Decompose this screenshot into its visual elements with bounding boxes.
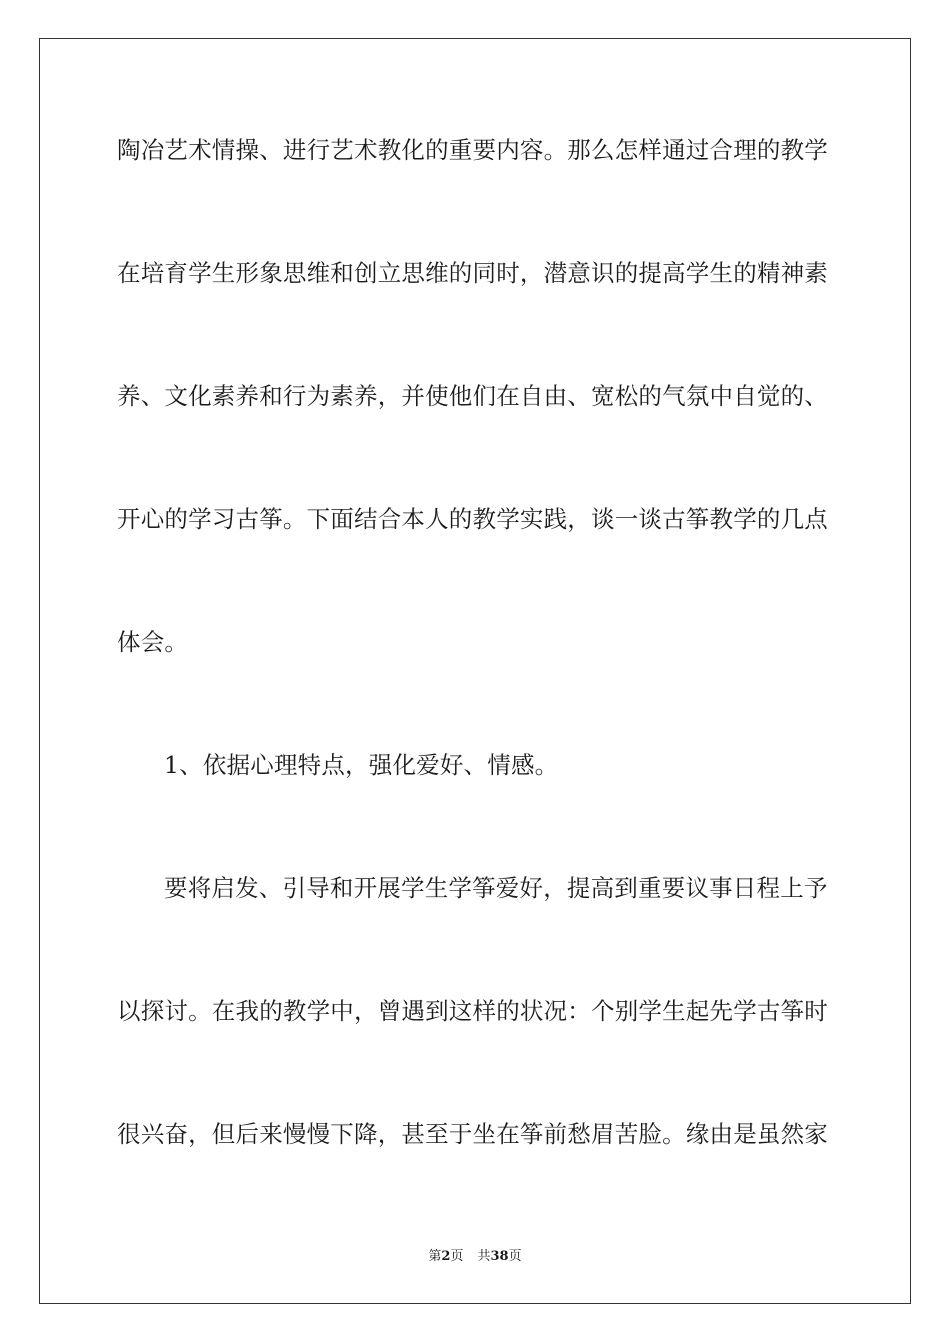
total-pages: 38 [490, 1249, 509, 1264]
body-text-line: 在培育学生形象思维和创立思维的同时，潜意识的提高学生的精神素 [117, 259, 828, 287]
body-text-line: 开心的学习古筝。下面结合本人的教学实践，谈一谈古筝教学的几点 [117, 505, 828, 533]
page-footer [0, 1248, 950, 1266]
body-text-line: 很兴奋，但后来慢慢下降，甚至于坐在筝前愁眉苦脸。缘由是虽然家 [117, 1120, 828, 1148]
page-number: 2 [441, 1249, 451, 1264]
page-prefix: 第 [428, 1249, 442, 1264]
paragraph-first-line: 要将启发、引导和开展学生学筝爱好，提高到重要议事日程上予 [164, 874, 828, 902]
total-prefix: 共 [477, 1249, 491, 1264]
body-text-line: 养、文化素养和行为素养，并使他们在自由、宽松的气氛中自觉的、 [117, 382, 828, 410]
total-suffix: 页 [508, 1249, 522, 1264]
body-text-line: 陶冶艺术情操、进行艺术教化的重要内容。那么怎样通过合理的教学 [117, 136, 828, 164]
section-heading: 1、依据心理特点，强化爱好、情感。 [164, 751, 559, 779]
page-suffix: 页 [450, 1249, 464, 1264]
body-text-line: 体会。 [117, 628, 189, 656]
body-text-line: 以探讨。在我的教学中，曾遇到这样的状况：个别学生起先学古筝时 [117, 997, 828, 1025]
page-border [39, 38, 911, 1304]
